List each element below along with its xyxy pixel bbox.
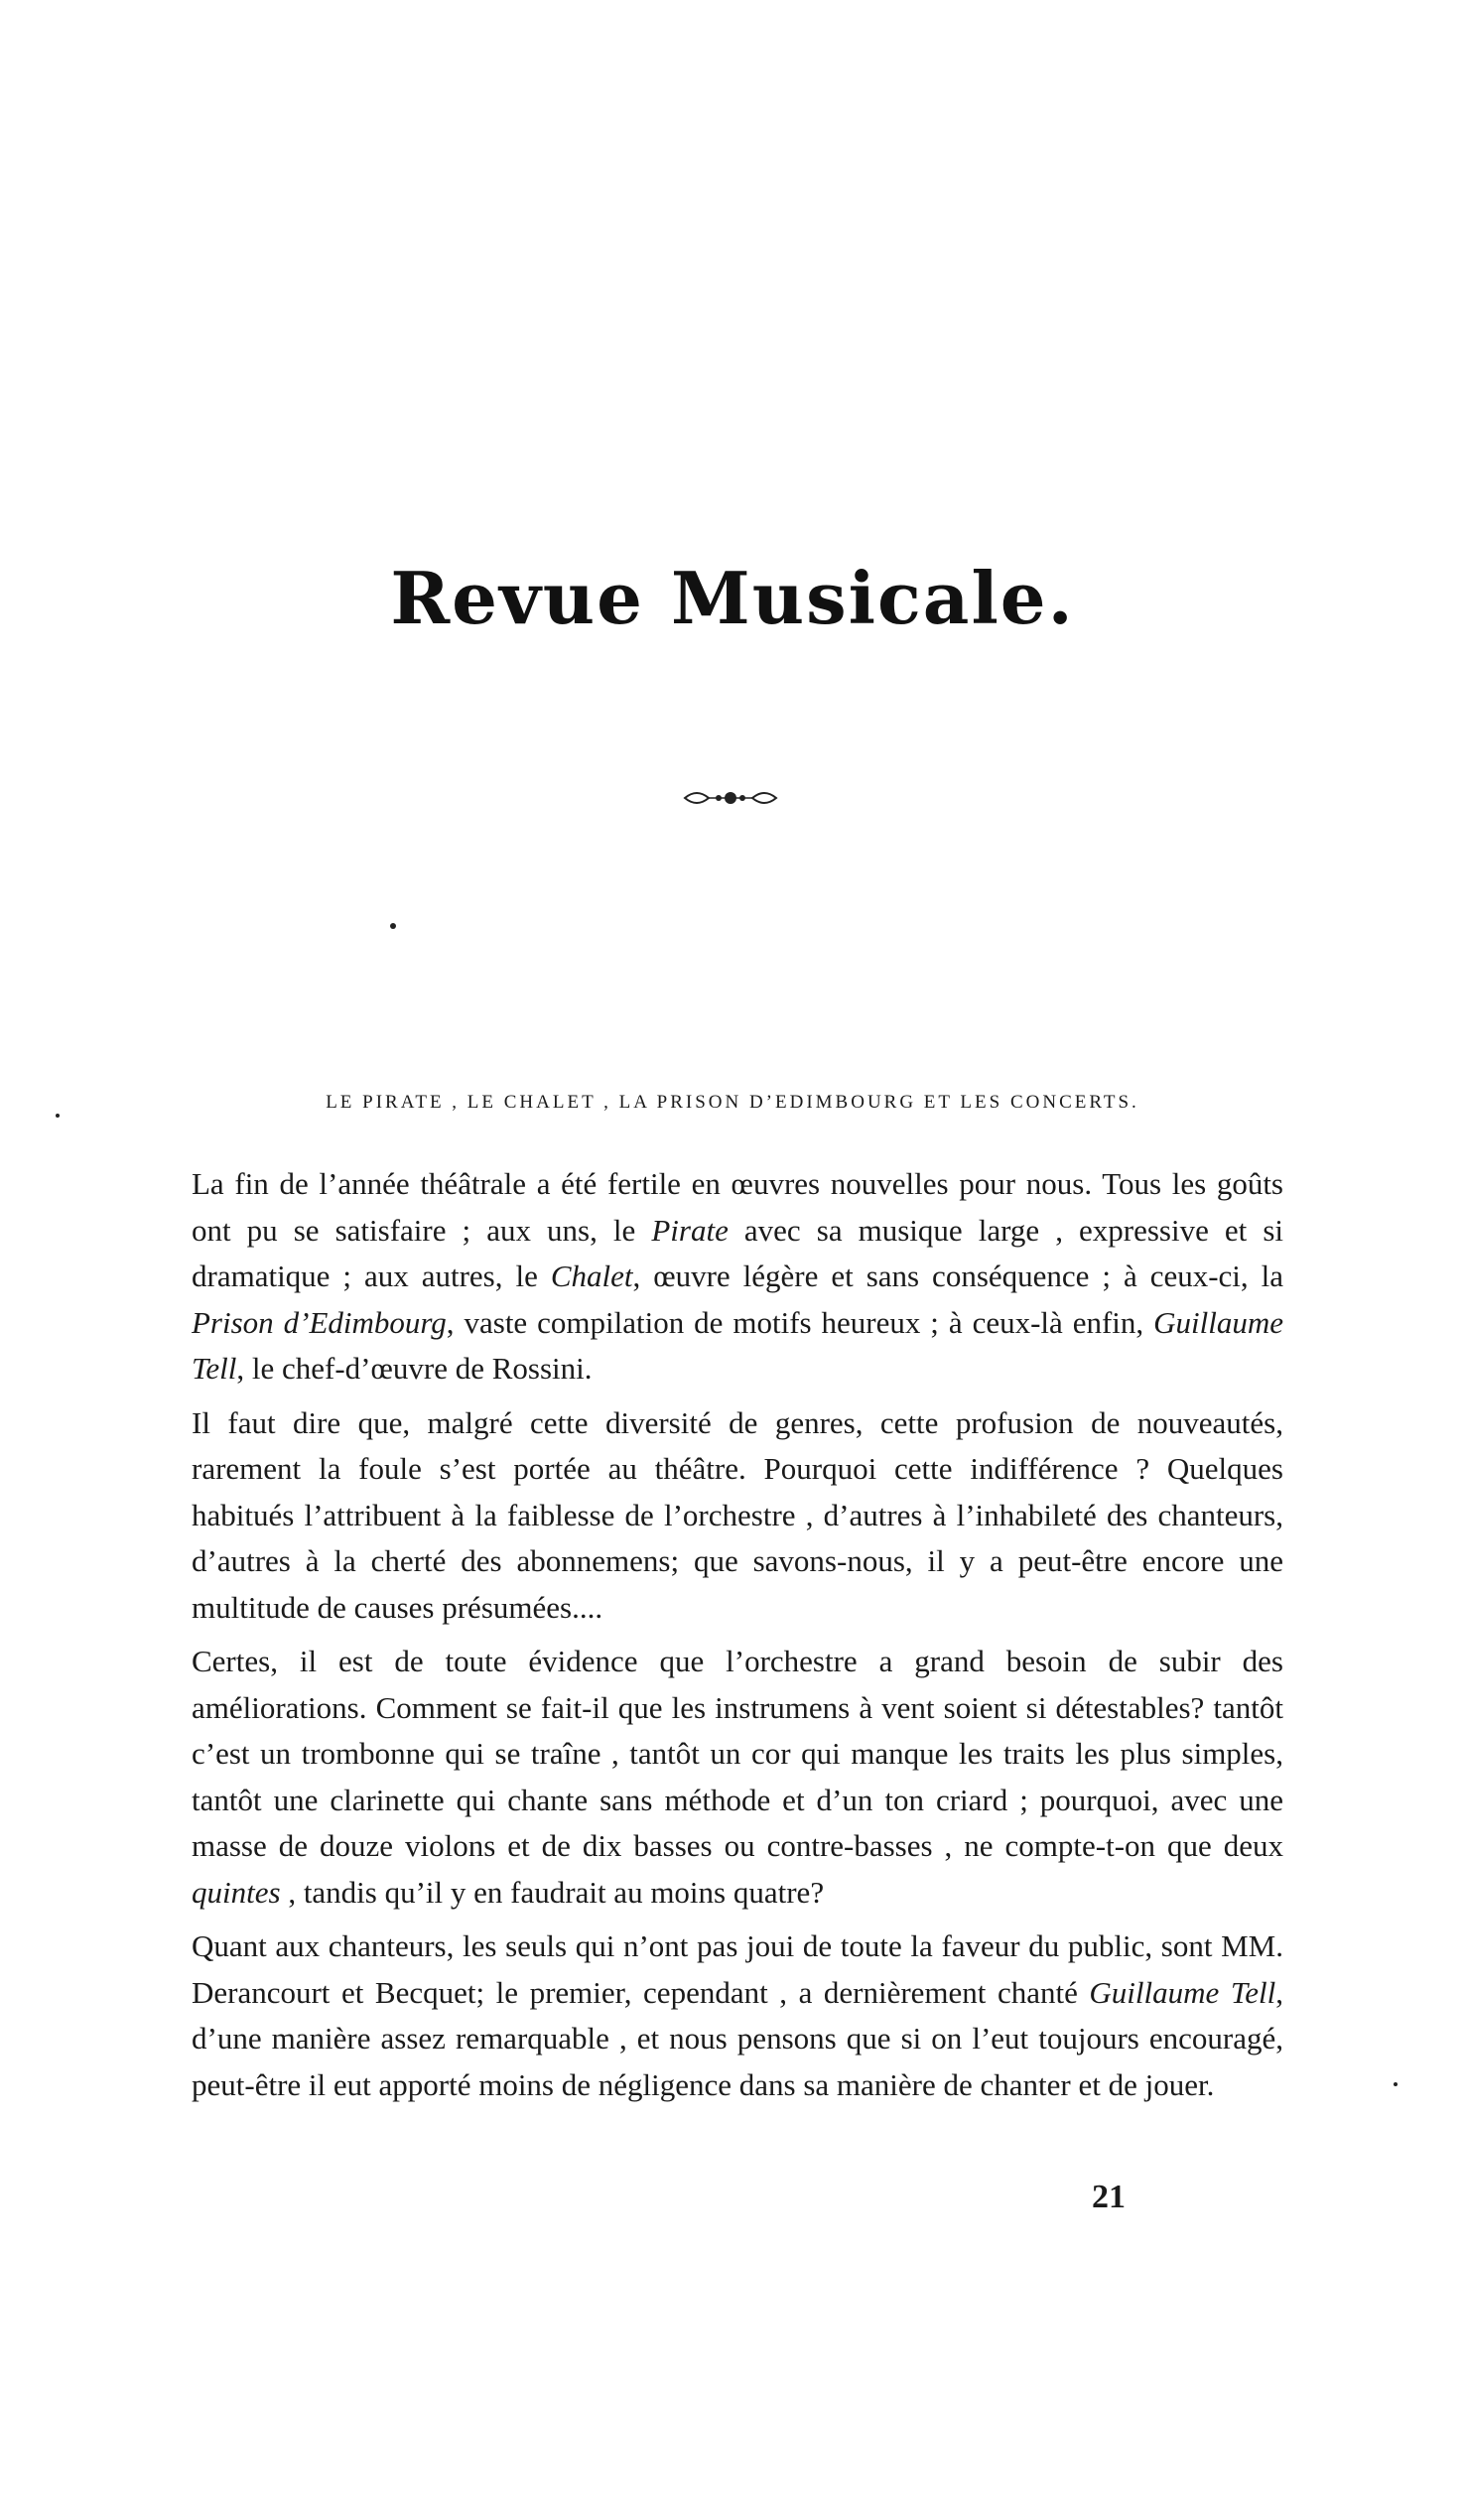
paragraph-text: , œuvre légère et sans conséquence ; à ceux-ci, la <box>632 1259 1284 1293</box>
ink-speck <box>56 1114 60 1118</box>
paragraph-text: , tandis qu’il y en faudrait au moins quatre? <box>280 1874 825 1910</box>
paragraph-text: , d’une manière assez remarquable , et nous pensons que si on l’eut toujours encouragé, peut-être il eut apporté moins de négligence dans sa manière de chanter et de jouer. <box>192 1974 1283 2102</box>
section-heading: LE PIRATE , LE CHALET , LA PRISON D’EDIMBOURG ET LES CONCERTS. <box>326 1092 1139 1113</box>
paragraph-text: , vaste compilation de motifs heureux ; à ceux-là enfin, <box>446 1304 1154 1340</box>
paragraph <box>192 1923 1283 2108</box>
italic-title: Prison d’Edimbourg <box>192 1304 447 1340</box>
paragraph-text: La fin de l’année théâtrale a été fertile en œuvres nouvelles pour nous. Tous les goûts ont pu se satisfaire ; aux uns, le <box>192 1166 1283 1248</box>
italic-title: Guillaume Tell <box>192 1304 1283 1386</box>
paragraph-text: , le chef-d’œuvre de Rossini. <box>236 1351 593 1386</box>
ink-speck <box>390 923 396 929</box>
italic-term: quintes <box>192 1874 281 1910</box>
paragraph-text: avec sa musique large , expressive et si dramatique ; aux autres, le <box>192 1212 1284 1293</box>
italic-title: Chalet <box>550 1259 633 1293</box>
paragraph <box>192 1161 1283 1393</box>
italic-title: Guillaume Tell <box>1089 1974 1276 2010</box>
page-title: Revue Musicale. <box>390 556 1075 640</box>
floral-ornament-icon <box>683 786 778 810</box>
page-number: 21 <box>1092 2179 1126 2215</box>
ink-speck <box>1394 2082 1398 2086</box>
paragraph-text: Il faut dire que, malgré cette diversité de genres, cette profusion de nouveautés, rarement la foule s’est portée au théâtre. Pourquoi cette indifférence ? Quelques habitués l’attribuent à la faiblesse de l’orchestre , d’autres à l’inhabileté des chanteurs, d’autres à la cherté des abonnemens; que savons-nous, il y a peut-être encore une multitude de causes présumées.... <box>192 1404 1283 1625</box>
paragraph <box>192 1400 1283 1632</box>
italic-title: Pirate <box>651 1212 729 1248</box>
body-text <box>192 1161 1283 2116</box>
paragraph-text: Certes, il est de toute évidence que l’orchestre a grand besoin de subir des améliorations. Comment se fait-il que les instrumens à vent soient si détestables? tantôt c’est un trombonne qui se traîne , tantôt un cor qui manque les traits les plus simples, tantôt une clarinette qui chante sans méthode et d’un ton criard ; pourquoi, avec une masse de douze violons et de dix basses ou contre-basses , ne compte-t-on que deux <box>192 1644 1283 1863</box>
paragraph <box>192 1639 1283 1916</box>
paragraph-text: Quant aux chanteurs, les seuls qui n’ont pas joui de toute la faveur du public, sont MM. Derancourt et Becquet; le premier, cependant , a dernièrement chanté <box>192 1928 1283 2010</box>
